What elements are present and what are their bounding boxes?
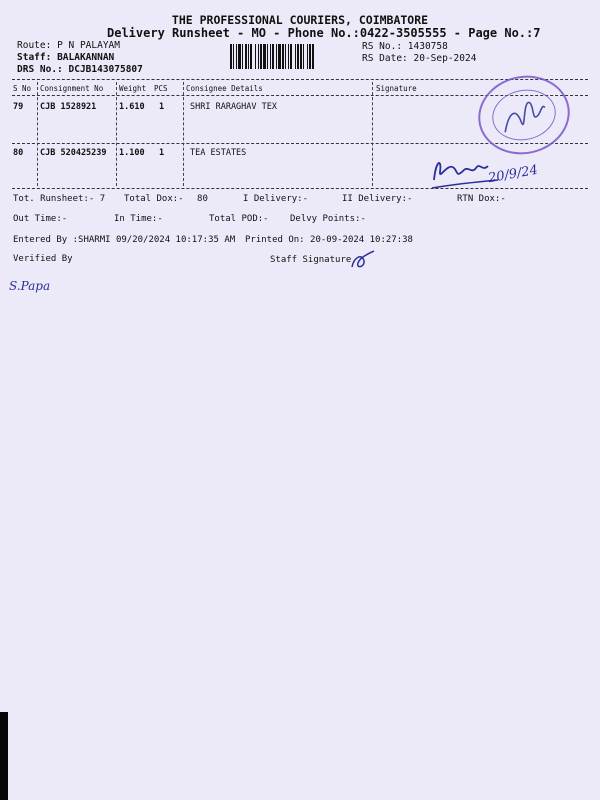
header-consignee: Consignee Details: [186, 84, 263, 93]
rs-no-value: 1430758: [407, 41, 448, 52]
in-time: In Time:-: [114, 214, 163, 224]
rs-date-value: 20-Sep-2024: [413, 53, 477, 64]
header-consignment: Consignment No: [40, 84, 104, 93]
staff-value: BALAKANNAN: [57, 52, 115, 63]
header-weight: Weight: [119, 84, 147, 93]
printed-on: Printed On: 20-09-2024 10:27:38: [245, 235, 413, 245]
verifier-signature: S.Papa: [9, 279, 51, 293]
col-divider: [116, 82, 117, 186]
row-consignment: CJB 1528921: [40, 102, 97, 112]
rs-date-label: RS Date:: [362, 53, 408, 64]
total-dox-value: 80: [197, 194, 208, 204]
row-consignee: TEA ESTATES: [190, 148, 247, 158]
total-dox: [124, 194, 208, 204]
total-dox-label: Total Dox:-: [124, 194, 184, 204]
ii-delivery: II Delivery:-: [342, 194, 413, 204]
rs-date-line: [362, 53, 476, 64]
row-consignee: SHRI RARAGHAV TEX: [190, 102, 277, 112]
row-weight: 1.610: [119, 102, 145, 112]
out-time: Out Time:-: [13, 214, 68, 224]
row-weight: 1.100: [119, 148, 145, 158]
table-top-rule: [12, 79, 588, 80]
route-line: [17, 40, 120, 51]
stamp-signature-icon: [473, 70, 574, 161]
tot-runsheet: Tot. Runsheet:- 7: [13, 194, 106, 204]
route-value: P N PALAYAM: [57, 40, 120, 51]
route-label: Route:: [17, 40, 52, 51]
company-stamp: [471, 67, 577, 162]
delvy-points: Delvy Points:-: [290, 214, 366, 224]
receiver-date: 20/9/24: [487, 162, 540, 187]
rs-no-label: RS No.:: [362, 41, 403, 52]
drs-line: [17, 64, 143, 75]
col-divider: [372, 82, 373, 186]
header-sno: S No: [13, 84, 32, 93]
row-consignment: CJB 520425239: [40, 148, 107, 158]
staff-signature-icon: [348, 249, 378, 273]
i-delivery: I Delivery:-: [243, 194, 309, 204]
col-divider: [37, 82, 38, 186]
company-name: THE PROFESSIONAL COURIERS, COIMBATORE: [171, 13, 429, 27]
drs-value: DCJB143075807: [68, 64, 143, 75]
scan-edge: [0, 712, 8, 800]
barcode: [230, 44, 356, 69]
row-pcs: 1: [159, 102, 165, 112]
row-pcs: 1: [159, 148, 165, 158]
staff-line: [17, 52, 114, 63]
rtn-dox: RTN Dox:-: [457, 194, 506, 204]
rs-no-line: [362, 41, 448, 52]
runsheet-title: Delivery Runsheet - MO - Phone No.:0422-3505555 - Page No.:7: [107, 26, 541, 40]
col-divider: [183, 82, 184, 186]
row-sno: 80: [13, 148, 24, 158]
total-pod: Total POD:-: [209, 214, 269, 224]
header-signature: Signature: [376, 84, 417, 93]
drs-label: DRS No.:: [17, 64, 63, 75]
verified-by-label: Verified By: [13, 254, 73, 264]
entered-by: Entered By :SHARMI 09/20/2024 10:17:35 AM: [13, 235, 236, 245]
staff-label: Staff:: [17, 52, 52, 63]
header-pcs: PCS: [154, 84, 168, 93]
staff-signature-label: Staff Signature: [270, 255, 352, 265]
row-sno: 79: [13, 102, 24, 112]
